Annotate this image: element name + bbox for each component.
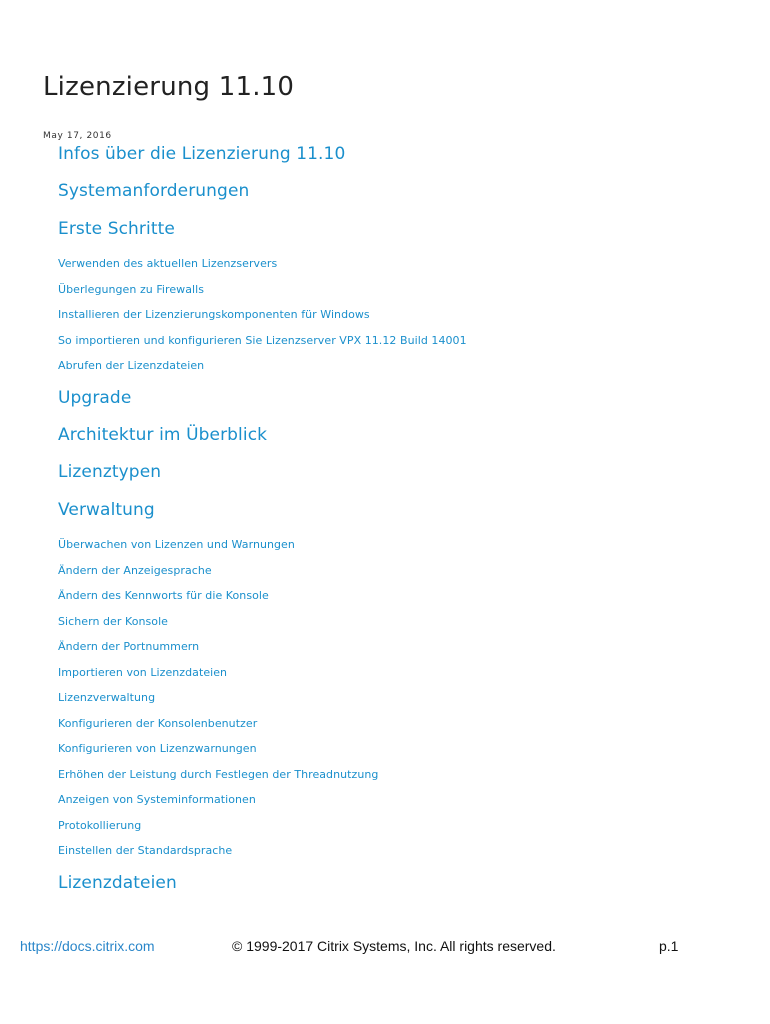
publish-date: May 17, 2016 [43, 131, 112, 141]
toc-link-lizenzdateien[interactable]: Lizenzdateien [58, 873, 177, 893]
toc-link-lizenzverwaltung[interactable]: Lizenzverwaltung [58, 691, 156, 704]
toc-link-protokollierung[interactable]: Protokollierung [58, 819, 142, 832]
toc-link-systeminformationen[interactable]: Anzeigen von Systeminformationen [58, 793, 256, 806]
toc-link-threadnutzung[interactable]: Erhöhen der Leistung durch Festlegen der Threadnutzung [58, 768, 379, 781]
toc-link-architektur[interactable]: Architektur im Überblick [58, 425, 268, 445]
toc-link-lizenzwarnungen[interactable]: Konfigurieren von Lizenzwarnungen [58, 742, 257, 755]
toc-link-lizenzserver-vpx[interactable]: So importieren und konfigurieren Sie Lizenzserver VPX 11.12 Build 14001 [58, 334, 467, 347]
toc-link-verwaltung[interactable]: Verwaltung [58, 500, 155, 520]
toc-link-erste-schritte[interactable]: Erste Schritte [58, 219, 175, 239]
page-number: p.1 [659, 938, 679, 954]
toc-link-standardsprache[interactable]: Einstellen der Standardsprache [58, 844, 233, 857]
toc-link-systemanforderungen[interactable]: Systemanforderungen [58, 181, 250, 201]
toc-link-upgrade[interactable]: Upgrade [58, 388, 132, 408]
toc-link-infos[interactable]: Infos über die Lizenzierung 11.10 [58, 144, 346, 164]
page-title: Lizenzierung 11.10 [43, 72, 295, 102]
toc-link-installieren[interactable]: Installieren der Lizenzierungskomponenten für Windows [58, 308, 370, 321]
page-footer [0, 938, 770, 958]
toc-link-firewalls[interactable]: Überlegungen zu Firewalls [58, 283, 204, 296]
footer-docs-link[interactable]: https://docs.citrix.com [20, 938, 155, 954]
toc-link-abrufen-lizenzdateien[interactable]: Abrufen der Lizenzdateien [58, 359, 205, 372]
toc-link-sichern-konsole[interactable]: Sichern der Konsole [58, 615, 168, 628]
footer-copyright: © 1999-2017 Citrix Systems, Inc. All rights reserved. [232, 938, 556, 954]
toc-link-konsolenbenutzer[interactable]: Konfigurieren der Konsolenbenutzer [58, 717, 258, 730]
toc-link-lizenztypen[interactable]: Lizenztypen [58, 462, 162, 482]
toc-link-importieren-lizenzdateien[interactable]: Importieren von Lizenzdateien [58, 666, 228, 679]
toc-link-ueberwachen[interactable]: Überwachen von Lizenzen und Warnungen [58, 538, 295, 551]
toc-link-aktuellen-lizenzserver[interactable]: Verwenden des aktuellen Lizenzservers [58, 257, 278, 270]
toc-link-portnummern[interactable]: Ändern der Portnummern [58, 640, 200, 653]
toc-link-anzeigesprache[interactable]: Ändern der Anzeigesprache [58, 564, 212, 577]
toc-link-kennwort[interactable]: Ändern des Kennworts für die Konsole [58, 589, 269, 602]
